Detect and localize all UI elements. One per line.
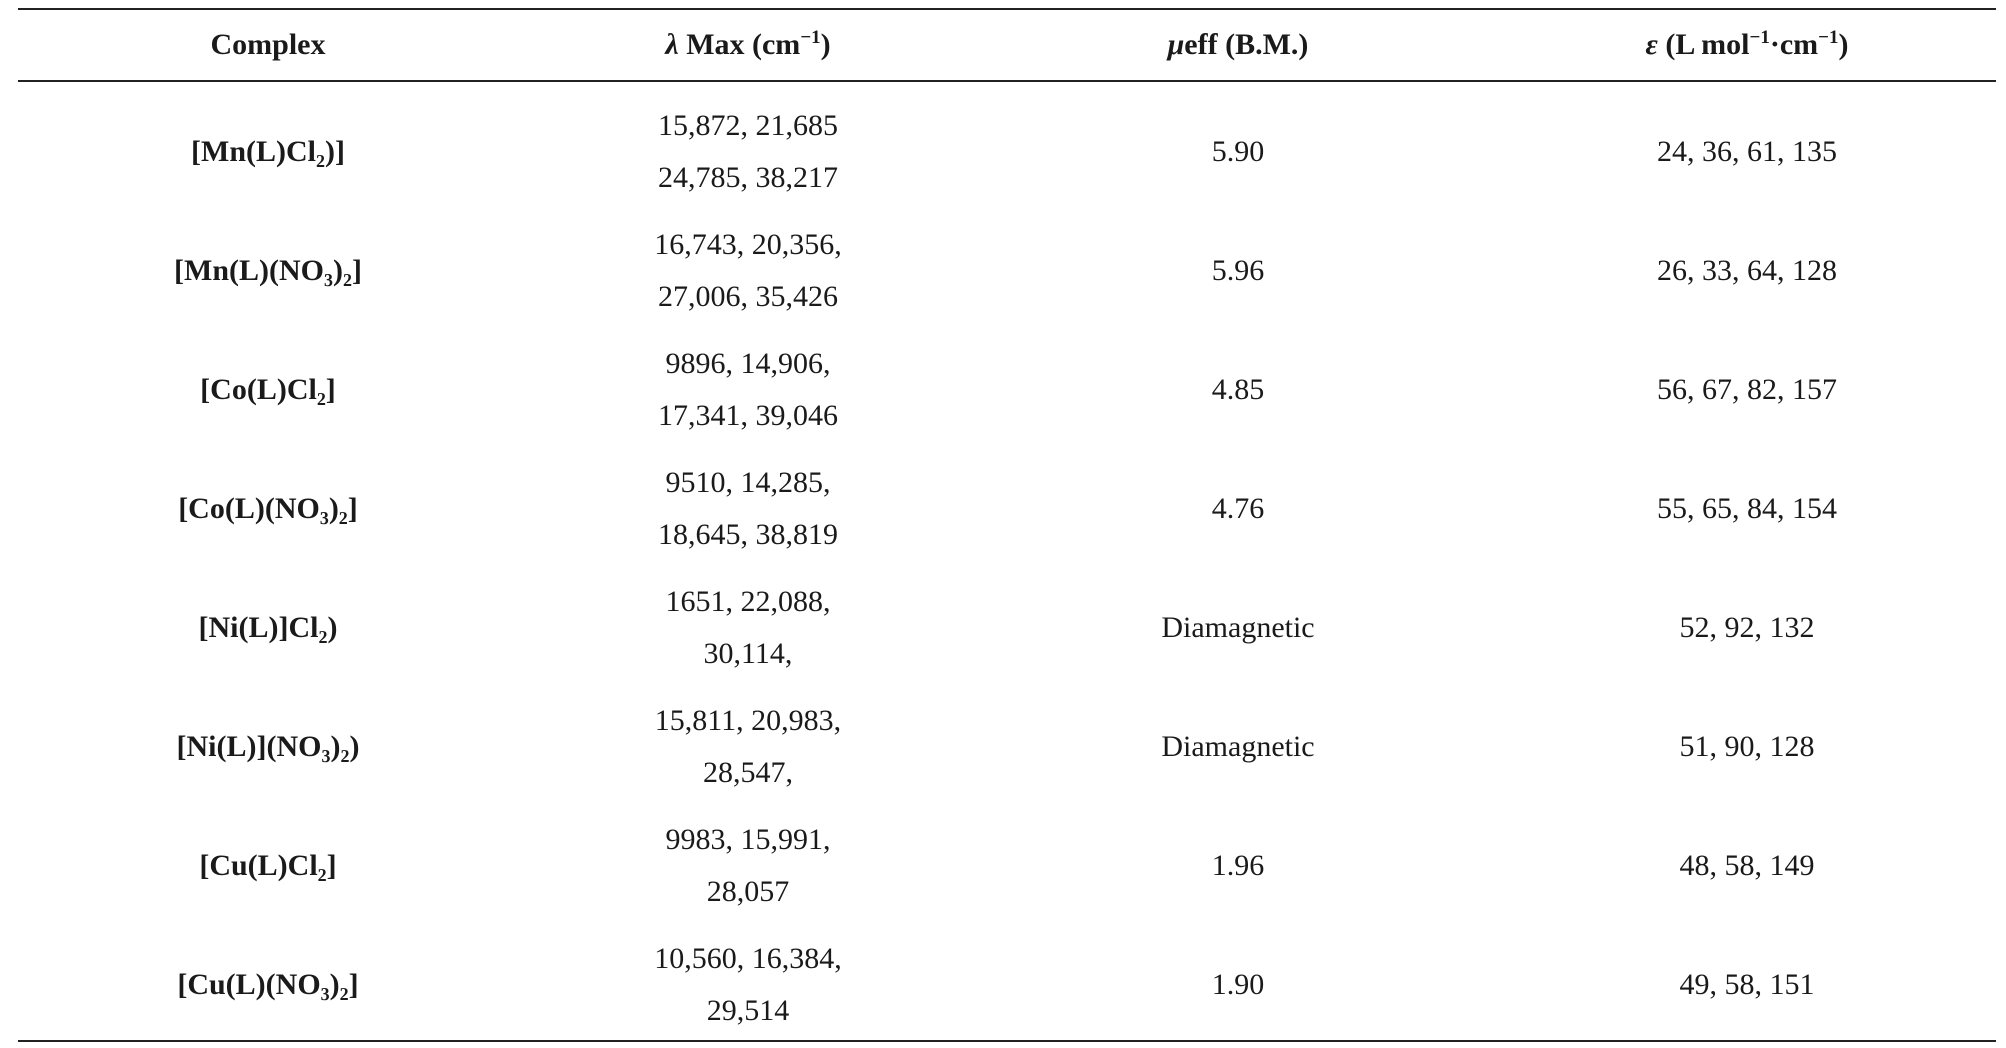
cell-lambda — [518, 925, 978, 1044]
cell-lambda-line1: 9896, 14,906, — [665, 346, 831, 380]
cell-complex: [Co(L)Cl₂] — [200, 372, 336, 406]
cell-lambda-line1: 9510, 14,285, — [665, 465, 831, 499]
header-lambda-close: ) — [820, 28, 831, 61]
cell-lambda-line2: 24,785, 38,217 — [658, 160, 838, 194]
table-bottom-rule — [18, 1040, 1996, 1042]
header-complex-text: Complex — [210, 28, 326, 61]
cell-complex: [Mn(L)(NO₃)₂] — [174, 253, 362, 287]
cell-mu: 1.96 — [1211, 848, 1265, 882]
header-eps-sup-a: −1 — [1749, 27, 1770, 48]
cell-epsilon: 55, 65, 84, 154 — [1657, 491, 1837, 525]
header-epsilon — [1498, 10, 1996, 80]
header-lambda-max — [518, 10, 978, 80]
cell-lambda-line1: 15,811, 20,983, — [654, 703, 842, 737]
header-lambda-label: Max (cm — [678, 28, 801, 61]
cell-lambda — [518, 330, 978, 449]
cell-lambda-line2: 17,341, 39,046 — [658, 398, 838, 432]
table-row — [18, 687, 1996, 806]
table-row — [18, 568, 1996, 687]
cell-epsilon: 51, 90, 128 — [1679, 729, 1815, 763]
cell-complex: [Mn(L)Cl₂)] — [191, 134, 345, 168]
cell-lambda-line2: 18,645, 38,819 — [658, 517, 838, 551]
header-eps-close: ) — [1838, 28, 1849, 61]
header-lambda-sup: −1 — [800, 27, 821, 48]
cell-lambda — [518, 211, 978, 330]
cell-complex: [Cu(L)Cl₂] — [199, 848, 337, 882]
header-complex — [18, 10, 518, 80]
table-row — [18, 806, 1996, 925]
cell-complex: [Ni(L)]Cl₂) — [198, 610, 338, 644]
cell-lambda — [518, 687, 978, 806]
cell-epsilon: 49, 58, 151 — [1679, 967, 1815, 1001]
header-mu-label: eff (B.M.) — [1184, 28, 1309, 61]
cell-epsilon: 24, 36, 61, 135 — [1657, 134, 1837, 168]
cell-mu: 4.76 — [1211, 491, 1265, 525]
cell-lambda-line2: 30,114, — [703, 636, 793, 670]
cell-epsilon: 56, 67, 82, 157 — [1657, 372, 1837, 406]
cell-lambda — [518, 568, 978, 687]
cell-lambda — [518, 806, 978, 925]
table-row — [18, 925, 1996, 1044]
header-eps-label-a: (L mol — [1657, 28, 1750, 61]
cell-epsilon: 52, 92, 132 — [1679, 610, 1815, 644]
cell-epsilon: 26, 33, 64, 128 — [1657, 253, 1837, 287]
header-eps-label-b: ·cm — [1769, 28, 1819, 61]
cell-complex: [Ni(L)](NO₃)₂) — [176, 729, 360, 763]
cell-mu: 1.90 — [1211, 967, 1265, 1001]
cell-lambda-line2: 29,514 — [706, 993, 790, 1027]
cell-mu: 5.96 — [1211, 253, 1265, 287]
cell-mu: Diamagnetic — [1161, 610, 1315, 644]
cell-mu: 4.85 — [1211, 372, 1265, 406]
cell-lambda — [518, 449, 978, 568]
cell-lambda — [518, 92, 978, 211]
table-row — [18, 449, 1996, 568]
cell-lambda-line1: 10,560, 16,384, — [654, 941, 842, 975]
header-lambda-symbol: λ — [665, 28, 679, 61]
table-row — [18, 330, 1996, 449]
cell-lambda-line2: 27,006, 35,426 — [658, 279, 838, 313]
cell-complex: [Cu(L)(NO₃)₂] — [177, 967, 359, 1001]
table-row — [18, 92, 1996, 211]
cell-lambda-line1: 15,872, 21,685 — [658, 108, 838, 142]
cell-lambda-line1: 9983, 15,991, — [665, 822, 831, 856]
cell-lambda-line2: 28,057 — [706, 874, 790, 908]
header-eps-sup-b: −1 — [1818, 27, 1839, 48]
table-row — [18, 211, 1996, 330]
header-mu-symbol: μ — [1167, 28, 1185, 61]
cell-epsilon: 48, 58, 149 — [1679, 848, 1815, 882]
cell-lambda-line1: 1651, 22,088, — [665, 584, 831, 618]
table-header-row — [18, 10, 1996, 80]
cell-complex: [Co(L)(NO₃)₂] — [178, 491, 358, 525]
cell-mu: Diamagnetic — [1161, 729, 1315, 763]
cell-lambda-line1: 16,743, 20,356, — [654, 227, 842, 261]
table-header-rule — [18, 80, 1996, 82]
header-eps-symbol: ε — [1645, 28, 1658, 61]
cell-lambda-line2: 28,547, — [702, 755, 793, 789]
header-mu-eff — [978, 10, 1498, 80]
cell-mu: 5.90 — [1211, 134, 1265, 168]
